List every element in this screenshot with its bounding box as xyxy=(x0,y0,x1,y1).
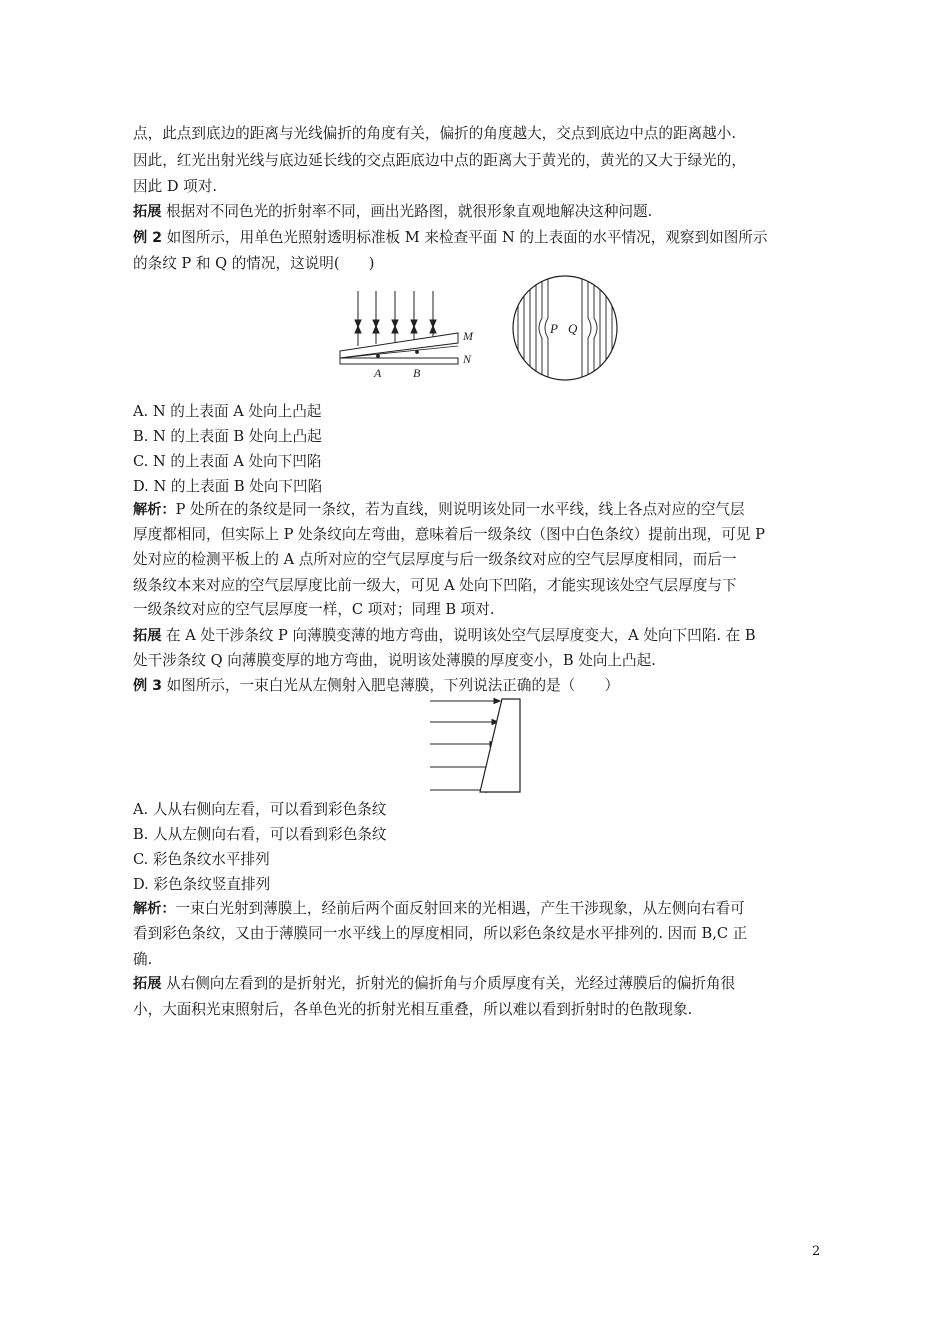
example-2-extension-line-2: 处干涉条纹 Q 向薄膜变厚的地方弯曲，说明该处薄膜的厚度变小，B 处向上凸起. xyxy=(133,652,656,669)
example-3-extension-line-1 xyxy=(133,974,735,994)
analysis-label: 解析： xyxy=(133,502,176,518)
label-N: N xyxy=(463,352,472,366)
extension-label: 拓展 xyxy=(133,976,162,992)
extension-text: 根据对不同色光的折射率不同，画出光路图，就很形象直观地解决这种问题. xyxy=(161,203,653,220)
extension-1 xyxy=(133,202,652,222)
analysis-text: P 处所在的条纹是同一条纹，若为直线，则说明该处同一水平线，线上各点对应的空气层 xyxy=(175,501,745,518)
label-B: B xyxy=(413,366,421,380)
example-3-label: 例 3 xyxy=(133,678,162,694)
example-2-analysis-line-4: 级条纹本来对应的空气层厚度比前一级大，可见 A 处向下凹陷，才能实现该处空气层厚度与下 xyxy=(133,577,737,594)
label-A: A xyxy=(374,366,382,380)
example-2-label: 例 2 xyxy=(133,230,162,246)
example-2-analysis-line-1 xyxy=(133,500,745,520)
intro-line-3: 因此 D 项对. xyxy=(133,178,217,195)
example-3-question-line-1 xyxy=(133,676,619,696)
example-2-extension-line-1 xyxy=(133,626,756,646)
example-2-option-d: D. N 的上表面 B 处向下凹陷 xyxy=(133,478,323,495)
example-3-option-d: D. 彩色条纹竖直排列 xyxy=(133,876,271,893)
intro-line-1: 点，此点到底边的距离与光线偏折的角度有关，偏折的角度越大，交点到底边中点的距离越小. xyxy=(133,125,736,142)
page-number: 2 xyxy=(812,1244,821,1259)
example-3-analysis-line-2: 看到彩色条纹，又由于薄膜同一水平线上的厚度相同，所以彩色条纹是水平排列的. 因而 B,C 正 xyxy=(133,925,748,942)
intro-line-2: 因此，红光出射光线与底边延长线的交点距底边中点的距离大于黄光的，黄光的又大于绿光的， xyxy=(133,152,746,169)
label-M: M xyxy=(463,329,473,343)
example-2-analysis-line-5: 一级条纹对应的空气层厚度一样，C 项对；同理 B 项对. xyxy=(133,601,495,618)
example-2-analysis-line-3: 处对应的检测平板上的 A 点所对应的空气层厚度与后一级条纹对应的空气层厚度相同，而后一 xyxy=(133,551,737,568)
analysis-text: 一束白光射到薄膜上，经前后两个面反射回来的光相遇，产生干涉现象，从左侧向右看可 xyxy=(175,900,745,917)
soap-film-diagram xyxy=(428,697,524,795)
example-3-analysis-line-1 xyxy=(133,899,745,919)
analysis-label: 解析： xyxy=(133,901,176,917)
extension-label: 拓展 xyxy=(133,628,162,644)
example-2-text: 如图所示，用单色光照射透明标准板 M 来检查平面 N 的上表面的水平情况，观察到如图所示 xyxy=(162,229,768,246)
label-Q: Q xyxy=(568,321,578,336)
example-3-analysis-line-3: 确. xyxy=(133,951,153,968)
example-2-analysis-line-2: 厚度都相同，但实际上 P 处条纹向左弯曲，意味着后一级条纹（图中白色条纹）提前出现，可见 P xyxy=(133,526,765,543)
plate-diagram xyxy=(330,288,480,380)
example-3-text: 如图所示，一束白光从左侧射入肥皂薄膜，下列说法正确的是（ ） xyxy=(162,677,620,694)
extension-label: 拓展 xyxy=(133,204,162,220)
example-2-option-b: B. N 的上表面 B 处向上凸起 xyxy=(133,428,322,445)
example-2-option-a: A. N 的上表面 A 处向上凸起 xyxy=(133,403,322,420)
soap-film xyxy=(480,699,520,792)
label-P: P xyxy=(550,321,558,336)
extension-text: 从右侧向左看到的是折射光，折射光的偏折角与介质厚度有关，光经过薄膜后的偏折角很 xyxy=(161,975,736,992)
example-2-question-line-2: 的条纹 P 和 Q 的情况，这说明( ) xyxy=(133,255,375,272)
example-2-option-c: C. N 的上表面 A 处向下凹陷 xyxy=(133,453,322,470)
example-3-option-a: A. 人从右侧向左看，可以看到彩色条纹 xyxy=(133,801,387,818)
example-2-question-line-1 xyxy=(133,228,767,248)
example-3-option-c: C. 彩色条纹水平排列 xyxy=(133,851,270,868)
example-3-extension-line-2: 小，大面积光束照射后，各单色光的折射光相互重叠，所以难以看到折射时的色散现象. xyxy=(133,1001,693,1018)
extension-text: 在 A 处干涉条纹 P 向薄膜变薄的地方弯曲，说明该处空气层厚度变大，A 处向下凹陷. 在 B xyxy=(161,627,756,644)
example-3-option-b: B. 人从左侧向右看，可以看到彩色条纹 xyxy=(133,826,387,843)
flat-surface-N xyxy=(340,358,458,364)
fringe-pattern-diagram xyxy=(510,273,620,383)
